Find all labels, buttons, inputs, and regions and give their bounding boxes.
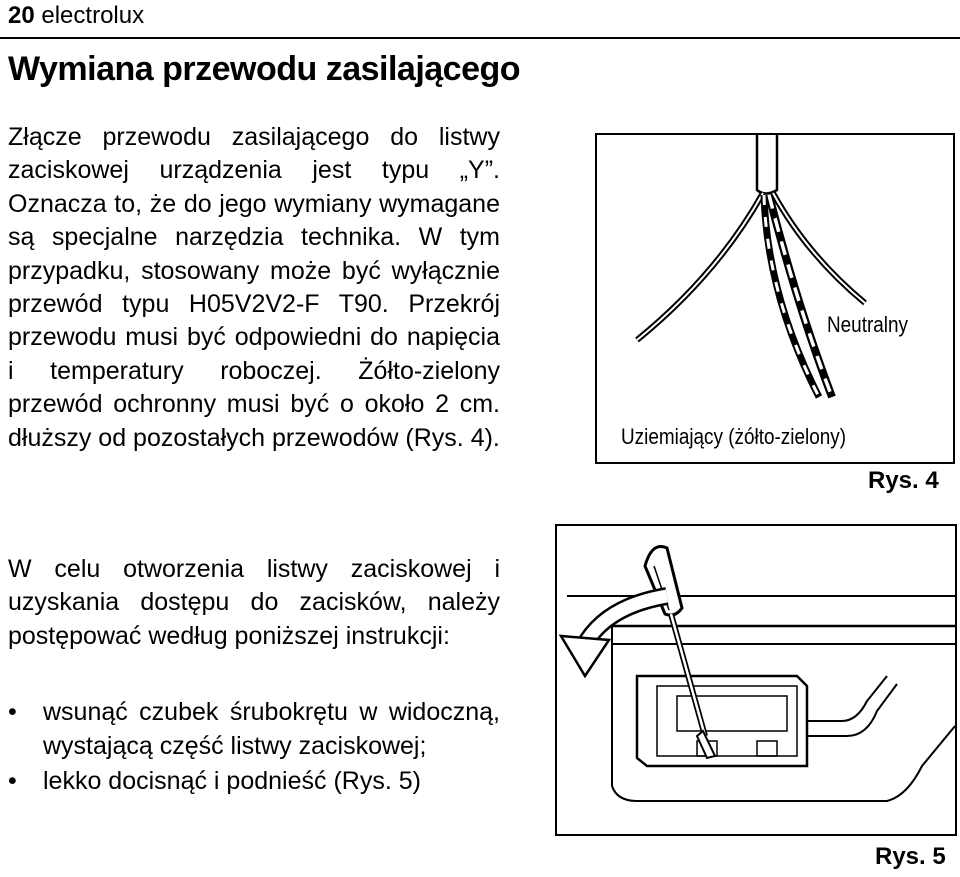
label-neutral-wire: Neutralny [827,312,908,337]
instruction-item: • wsunąć czubek śrubokrętu w widoczną, wystającą część listwy zaciskowej; [8,695,500,764]
instruction-list [8,695,500,798]
terminal-block-illustration [557,526,955,834]
page-header [8,2,144,30]
label-ground-wire: Uziemiający (żółto-zielony) [621,424,847,449]
figure-4-caption: Rys. 4 [868,467,939,494]
brand-name: electrolux [41,2,145,29]
figure-5-terminal-block [555,524,957,836]
paragraph-cable-type: Złącze przewodu zasilającego do listwy zaciskowej urządzenia jest typu „Y”. Oznacza to, że do jego wymiany wymagane są specjalne narzędzia technika. W tym przypadku, stosowany może być wyłącznie przewód typu H05V2V2-F T90. Przekrój przewodu musi być odpowiedni do napięcia i temperatury roboczej. Żółto-zielony przewód ochronny musi być o około 2 cm. dłuższy od pozostałych przewodów (Rys. 4). [8,123,500,452]
header-rule [0,37,960,39]
figure-5-caption: Rys. 5 [875,843,946,870]
figure-4-cable-wires [595,133,955,464]
cable-wires-illustration [597,135,953,462]
paragraph-instructions-intro: W celu otworzenia listwy zaciskowej i uzyskania dostępu do zacisków, należy postępować według poniższej instrukcji: [8,555,500,650]
section-title: Wymiana przewodu zasilającego [8,50,521,88]
instruction-item: • lekko docisnąć i podnieść (Rys. 5) [8,764,500,798]
page-number: 20 [8,2,35,29]
